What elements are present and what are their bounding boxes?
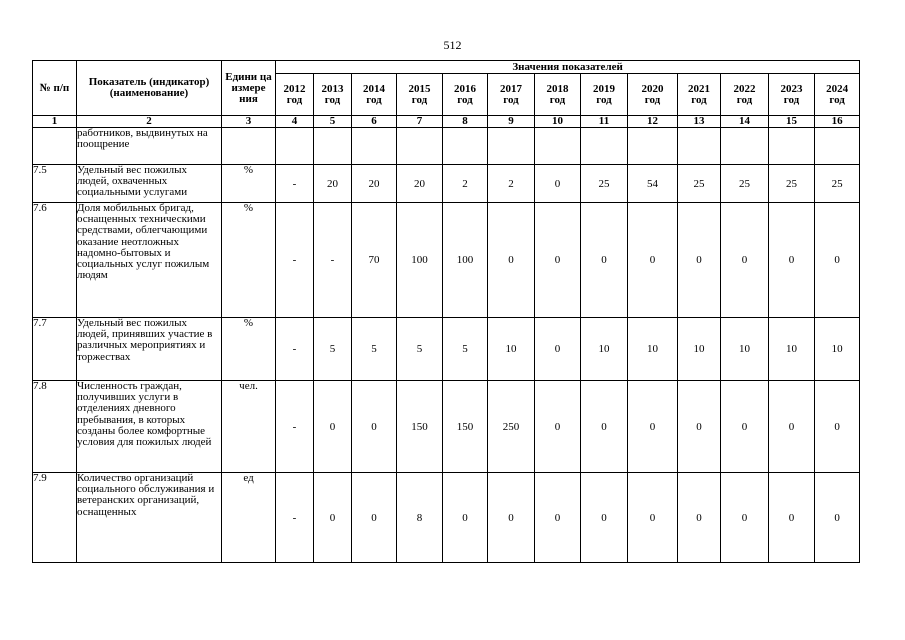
indicator-value: 0 <box>535 203 581 318</box>
indicator-value: 0 <box>535 318 581 381</box>
header-column-number: 16 <box>815 116 860 128</box>
header-year-unit: год <box>366 93 382 106</box>
table-row <box>33 128 860 165</box>
header-year <box>678 74 721 116</box>
indicator-value: 0 <box>721 203 769 318</box>
header-year <box>443 74 488 116</box>
row-number: 7.5 <box>33 165 77 203</box>
header-column-number: 1 <box>33 116 77 128</box>
indicator-value <box>721 128 769 165</box>
indicator-value: 100 <box>397 203 443 318</box>
table-row <box>33 381 860 473</box>
indicator-value: 100 <box>443 203 488 318</box>
header-year-value: 2014 <box>363 82 385 95</box>
indicator-value <box>397 128 443 165</box>
indicator-value: 20 <box>397 165 443 203</box>
indicator-value: 0 <box>721 473 769 563</box>
indicator-value: 0 <box>815 203 860 318</box>
header-column-number: 9 <box>488 116 535 128</box>
header-year-unit: год <box>644 93 661 106</box>
table-row <box>33 203 860 318</box>
header-column-number: 2 <box>77 116 222 128</box>
indicator-value: 0 <box>628 203 678 318</box>
table-body <box>33 128 860 563</box>
indicator-value <box>628 128 678 165</box>
header-year-value: 2024 <box>826 82 849 95</box>
table-row <box>33 473 860 563</box>
indicator-value: - <box>276 318 314 381</box>
header-year <box>815 74 860 116</box>
indicator-value: 0 <box>769 203 815 318</box>
unit-of-measure: % <box>222 165 276 203</box>
header-year <box>488 74 535 116</box>
indicator-value: 0 <box>581 203 628 318</box>
indicator-value: 25 <box>678 165 721 203</box>
header-year-value: 2016 <box>454 82 476 95</box>
indicator-name: Доля мобильных бригад, оснащенных техническими средствами, облегчающими оказание неотложных надомно-бытовых и социальных услуг пожилым людям <box>77 203 222 318</box>
indicator-value: - <box>276 203 314 318</box>
header-row-1 <box>33 61 860 74</box>
indicator-value: 10 <box>628 318 678 381</box>
header-year-value: 2017 <box>500 82 522 95</box>
indicator-value: 150 <box>397 381 443 473</box>
header-column-number: 13 <box>678 116 721 128</box>
header-year-value: 2015 <box>408 82 431 95</box>
indicator-name: Количество организаций социального обслуживания и ветеранских организаций, оснащенных <box>77 473 222 563</box>
indicator-value <box>352 128 397 165</box>
indicator-value: - <box>276 165 314 203</box>
indicator-value <box>488 128 535 165</box>
indicator-value: 54 <box>628 165 678 203</box>
header-year-unit: год <box>596 93 612 106</box>
indicator-value: 0 <box>815 473 860 563</box>
header-column-number: 5 <box>314 116 352 128</box>
indicator-value: 25 <box>581 165 628 203</box>
indicator-value: 10 <box>581 318 628 381</box>
indicator-value <box>678 128 721 165</box>
indicator-value: 0 <box>815 381 860 473</box>
table-row <box>33 318 860 381</box>
header-year <box>535 74 581 116</box>
header-column-number: 8 <box>443 116 488 128</box>
header-values-group: Значения показателей <box>276 61 860 74</box>
header-year-value: 2019 <box>593 82 615 95</box>
indicator-value: 0 <box>628 381 678 473</box>
indicator-value: 0 <box>678 381 721 473</box>
header-year-unit: год <box>549 93 566 106</box>
indicator-value: 2 <box>488 165 535 203</box>
row-number: 7.9 <box>33 473 77 563</box>
row-number <box>33 128 77 165</box>
header-column-number: 15 <box>769 116 815 128</box>
header-column-number: 7 <box>397 116 443 128</box>
unit-of-measure: % <box>222 203 276 318</box>
indicators-table <box>32 60 860 563</box>
header-year-value: 2020 <box>641 82 664 95</box>
indicator-value: 0 <box>535 381 581 473</box>
header-column-number: 6 <box>352 116 397 128</box>
indicator-value: 2 <box>443 165 488 203</box>
row-number: 7.7 <box>33 318 77 381</box>
indicator-value: 0 <box>488 203 535 318</box>
indicator-value: 0 <box>535 165 581 203</box>
unit-of-measure: ед <box>222 473 276 563</box>
indicator-name: Удельный вес пожилых людей, охваченных социальными услугами <box>77 165 222 203</box>
indicator-value: 20 <box>314 165 352 203</box>
indicator-value: 0 <box>314 381 352 473</box>
indicator-value: 0 <box>352 473 397 563</box>
indicator-value: 5 <box>314 318 352 381</box>
indicator-value: 0 <box>581 381 628 473</box>
indicator-value: 0 <box>678 473 721 563</box>
indicator-value: 10 <box>488 318 535 381</box>
header-year <box>352 74 397 116</box>
header-year-value: 2022 <box>733 82 756 95</box>
header-year-value: 2013 <box>321 82 344 95</box>
header-unit: Едини ца измере ния <box>222 61 276 116</box>
indicator-value: 10 <box>678 318 721 381</box>
header-year <box>628 74 678 116</box>
indicator-value: 0 <box>314 473 352 563</box>
indicator-value: 0 <box>628 473 678 563</box>
header-year-value: 2012 <box>283 82 306 95</box>
indicator-value: 250 <box>488 381 535 473</box>
indicator-value: 8 <box>397 473 443 563</box>
indicator-name: Удельный вес пожилых людей, принявших участие в различных мероприятиях и торжествах <box>77 318 222 381</box>
indicator-value <box>769 128 815 165</box>
header-year-unit: год <box>324 93 341 106</box>
header-column-number: 14 <box>721 116 769 128</box>
indicator-value: - <box>276 381 314 473</box>
indicator-value: 25 <box>769 165 815 203</box>
indicator-value <box>443 128 488 165</box>
indicator-name: работников, выдвинутых на поощрение <box>77 128 222 165</box>
header-indicator: Показатель (индикатор) (наименование) <box>77 61 222 116</box>
header-year-unit: год <box>783 93 800 106</box>
unit-of-measure <box>222 128 276 165</box>
row-number: 7.8 <box>33 381 77 473</box>
header-year-unit: год <box>411 93 428 106</box>
row-number: 7.6 <box>33 203 77 318</box>
indicator-value: 0 <box>535 473 581 563</box>
header-column-number: 12 <box>628 116 678 128</box>
indicator-value: 70 <box>352 203 397 318</box>
indicator-value: 10 <box>721 318 769 381</box>
header-year <box>276 74 314 116</box>
header-year <box>581 74 628 116</box>
table-row <box>33 165 860 203</box>
header-year-value: 2021 <box>688 82 710 95</box>
indicator-value: 0 <box>721 381 769 473</box>
header-year-unit: год <box>691 93 707 106</box>
header-year <box>721 74 769 116</box>
page-number: 512 <box>443 38 462 52</box>
indicator-value: 0 <box>678 203 721 318</box>
header-year-unit: год <box>286 93 303 106</box>
indicator-value: 25 <box>815 165 860 203</box>
indicator-value <box>535 128 581 165</box>
indicator-value: 0 <box>769 473 815 563</box>
indicator-value <box>314 128 352 165</box>
header-column-number: 3 <box>222 116 276 128</box>
indicator-value <box>815 128 860 165</box>
header-no: № п/п <box>33 61 77 116</box>
indicator-name: Численность граждан, получивших услуги в отделениях дневного пребывания, в которых созданы более комфортные условия для пожилых людей <box>77 381 222 473</box>
header-year <box>397 74 443 116</box>
indicator-value: 0 <box>581 473 628 563</box>
header-year-unit: год <box>829 93 845 106</box>
indicator-value: 5 <box>352 318 397 381</box>
indicator-value: 10 <box>815 318 860 381</box>
header-year-unit: год <box>457 93 473 106</box>
indicator-value: 25 <box>721 165 769 203</box>
indicator-value: 0 <box>488 473 535 563</box>
header-year-value: 2018 <box>546 82 569 95</box>
header-column-numbers <box>33 116 860 128</box>
indicator-value: 5 <box>443 318 488 381</box>
indicator-value: 20 <box>352 165 397 203</box>
indicator-value: 0 <box>352 381 397 473</box>
header-year-unit: год <box>736 93 753 106</box>
indicator-value: - <box>314 203 352 318</box>
indicator-value: 5 <box>397 318 443 381</box>
indicator-value: 0 <box>443 473 488 563</box>
indicator-value: 10 <box>769 318 815 381</box>
header-year <box>769 74 815 116</box>
indicator-value: 150 <box>443 381 488 473</box>
indicator-value: 0 <box>769 381 815 473</box>
header-year <box>314 74 352 116</box>
header-year-value: 2023 <box>780 82 803 95</box>
header-year-unit: год <box>503 93 519 106</box>
indicator-value <box>276 128 314 165</box>
header-column-number: 4 <box>276 116 314 128</box>
indicator-value: - <box>276 473 314 563</box>
header-column-number: 10 <box>535 116 581 128</box>
unit-of-measure: чел. <box>222 381 276 473</box>
indicator-value <box>581 128 628 165</box>
header-column-number: 11 <box>581 116 628 128</box>
unit-of-measure: % <box>222 318 276 381</box>
